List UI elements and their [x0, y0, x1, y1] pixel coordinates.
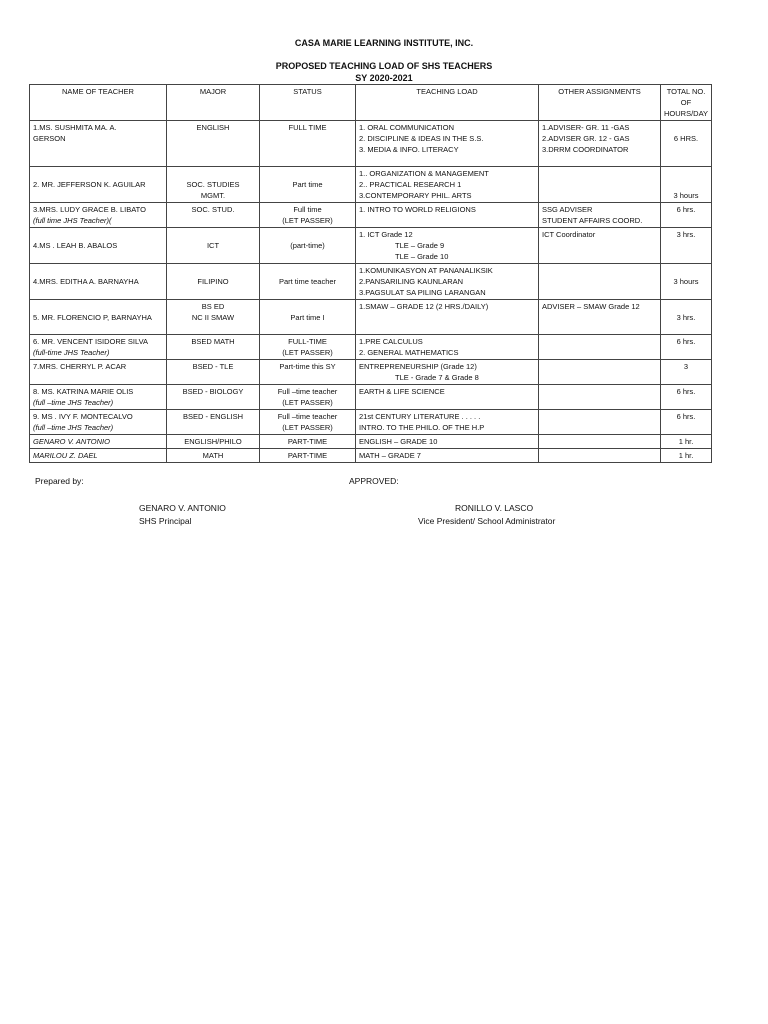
cell-line: [33, 301, 163, 312]
preparer-title: SHS Principal: [139, 516, 192, 526]
cell-name: [30, 360, 167, 385]
cell-line: 3.MRS. LUDY GRACE B. LIBATO: [33, 205, 146, 214]
cell-status: [260, 203, 356, 228]
cell-load: [356, 449, 539, 463]
prepared-by-label: Prepared by:: [35, 476, 84, 486]
cell-line: PART-TIME: [287, 451, 328, 460]
cell-hours: [661, 121, 712, 167]
cell-line: (full time JHS Teacher)(: [33, 216, 112, 225]
cell-line: MATH – GRADE 7: [359, 451, 421, 460]
cell-major: [167, 203, 260, 228]
cell-line: 3: [683, 362, 689, 371]
cell-load: [356, 203, 539, 228]
cell-line: [263, 168, 352, 179]
cell-line: SOC. STUD.: [191, 205, 235, 214]
cell-hours: [661, 435, 712, 449]
cell-line: 3.DRRM COORDINATOR: [542, 145, 629, 154]
cell-status: [260, 228, 356, 264]
cell-line: [664, 179, 708, 190]
cell-status: [260, 300, 356, 335]
cell-load: [356, 360, 539, 385]
cell-line: [542, 361, 657, 372]
cell-line: [170, 168, 256, 179]
cell-line: [542, 411, 657, 422]
cell-line: 1.KOMUNIKASYON AT PANANALIKSIK: [359, 266, 493, 275]
cell-name: [30, 167, 167, 203]
cell-major: [167, 335, 260, 360]
cell-line: (LET PASSER): [282, 423, 333, 432]
cell-line: 6. MR. VENCENT ISIDORE SILVA: [33, 337, 149, 346]
cell-line: 3 hours: [673, 191, 699, 200]
cell-line: ENTREPRENEURSHIP (Grade 12): [359, 362, 477, 371]
table-row: [30, 410, 712, 435]
cell-line: 3. MEDIA & INFO. LITERACY: [359, 145, 459, 154]
cell-status: [260, 360, 356, 385]
cell-line: 1 hr.: [678, 451, 694, 460]
cell-line: [664, 122, 708, 133]
approver-name: RONILLO V. LASCO: [455, 503, 534, 513]
cell-line: 1. ORAL COMMUNICATION: [359, 123, 455, 132]
cell-line: GERSON: [33, 134, 66, 143]
cell-line: STUDENT AFFAIRS COORD.: [542, 216, 643, 225]
cell-line: MGMT.: [200, 191, 226, 200]
cell-other: [539, 121, 661, 167]
cell-line: 6 HRS.: [673, 134, 699, 143]
institution-name: CASA MARIE LEARNING INSTITUTE, INC.: [294, 38, 474, 48]
cell-line: SSG ADVISER: [542, 205, 593, 214]
cell-name: [30, 300, 167, 335]
cell-line: BSED - BIOLOGY: [182, 387, 244, 396]
cell-name: [30, 449, 167, 463]
cell-line: Part time teacher: [278, 277, 337, 286]
cell-line: 1.ADVISER- GR. 11 -GAS: [542, 123, 630, 132]
document-title: PROPOSED TEACHING LOAD OF SHS TEACHERS: [275, 61, 493, 71]
cell-line: BSED - ENGLISH: [182, 412, 243, 421]
cell-line: Full time: [293, 205, 322, 214]
cell-hours: [661, 449, 712, 463]
col-header-name: NAME OF TEACHER: [30, 85, 167, 121]
cell-hours: [661, 167, 712, 203]
cell-name: [30, 335, 167, 360]
cell-line: BS ED: [201, 302, 225, 311]
cell-line: ENGLISH: [196, 123, 230, 132]
table-row: [30, 264, 712, 300]
cell-major: [167, 360, 260, 385]
cell-major: [167, 121, 260, 167]
cell-load: [356, 228, 539, 264]
cell-line: 1 hr.: [678, 437, 694, 446]
cell-line: (full-time JHS Teacher): [33, 348, 110, 357]
cell-line: [263, 265, 352, 276]
cell-line: 2.. PRACTICAL RESEARCH 1: [359, 180, 462, 189]
cell-line: [33, 229, 163, 240]
cell-line: 4.MRS. EDITHA A. BARNAYHA: [33, 277, 139, 286]
cell-line: 2. MR. JEFFERSON K. AGUILAR: [33, 180, 146, 189]
col-header-other: OTHER ASSIGNMENTS: [539, 85, 661, 121]
cell-line: 5. MR. FLORENCIO P, BARNAYHA: [33, 313, 152, 322]
cell-line: (LET PASSER): [282, 348, 333, 357]
cell-line: 8. MS. KATRINA MARIE OLIS: [33, 387, 134, 396]
cell-line: [542, 336, 657, 347]
cell-status: [260, 121, 356, 167]
cell-line: (part-time): [290, 241, 325, 250]
cell-line: SOC. STUDIES: [186, 180, 240, 189]
cell-major: [167, 228, 260, 264]
cell-line: [263, 301, 352, 312]
cell-name: [30, 435, 167, 449]
cell-status: [260, 435, 356, 449]
cell-hours: [661, 335, 712, 360]
cell-line: 3 hours: [673, 277, 699, 286]
cell-hours: [661, 360, 712, 385]
cell-major: [167, 167, 260, 203]
cell-other: [539, 167, 661, 203]
preparer-name: GENARO V. ANTONIO: [139, 503, 226, 513]
cell-name: [30, 410, 167, 435]
cell-line: ENGLISH – GRADE 10: [359, 437, 438, 446]
table-row: [30, 167, 712, 203]
cell-line: (LET PASSER): [282, 216, 333, 225]
col-header-hours: TOTAL NO. OF HOURS/DAY: [661, 85, 712, 121]
cell-line: [542, 436, 657, 447]
cell-name: [30, 228, 167, 264]
cell-other: [539, 360, 661, 385]
cell-load: [356, 435, 539, 449]
cell-other: [539, 264, 661, 300]
cell-line: (full –time JHS Teacher): [33, 398, 114, 407]
cell-line: (LET PASSER): [282, 398, 333, 407]
cell-line: INTRO. TO THE PHILO. OF THE H.P: [359, 423, 485, 432]
table-row: [30, 121, 712, 167]
cell-other: [539, 449, 661, 463]
table-row: [30, 300, 712, 335]
cell-line: 2.ADVISER GR. 12 - GAS: [542, 134, 630, 143]
cell-status: [260, 410, 356, 435]
approver-title: Vice President/ School Administrator: [418, 516, 556, 526]
table-row: [30, 435, 712, 449]
cell-line: 1.PRE CALCULUS: [359, 337, 423, 346]
cell-other: [539, 435, 661, 449]
cell-line: 9. MS . IVY F. MONTECALVO: [33, 412, 133, 421]
cell-line: 3 hrs.: [676, 230, 696, 239]
cell-hours: [661, 228, 712, 264]
cell-other: [539, 385, 661, 410]
cell-line: 3.CONTEMPORARY PHIL. ARTS: [359, 191, 472, 200]
cell-line: 2. DISCIPLINE & IDEAS IN THE S.S.: [359, 134, 484, 143]
col-header-load: TEACHING LOAD: [356, 85, 539, 121]
cell-line: Part-time this SY: [279, 362, 336, 371]
cell-name: [30, 203, 167, 228]
cell-name: [30, 121, 167, 167]
cell-line: [542, 386, 657, 397]
cell-line: MARILOU Z. DAEL: [33, 451, 98, 460]
approved-label: APPROVED:: [349, 476, 399, 486]
cell-status: [260, 167, 356, 203]
cell-line: Part time I: [290, 313, 325, 322]
cell-line: FULL-TIME: [288, 337, 327, 346]
cell-name: [30, 264, 167, 300]
cell-line: Full –time teacher: [277, 387, 338, 396]
cell-line: ADVISER – SMAW Grade 12: [542, 302, 640, 311]
cell-major: [167, 410, 260, 435]
cell-line: 3 hrs.: [676, 313, 696, 322]
cell-line: 7.MRS. CHERRYL P. ACAR: [33, 362, 127, 371]
cell-major: [167, 264, 260, 300]
cell-line: BSED MATH: [191, 337, 235, 346]
cell-load: [356, 121, 539, 167]
cell-line: 6 hrs.: [676, 205, 696, 214]
cell-hours: [661, 264, 712, 300]
cell-hours: [661, 410, 712, 435]
cell-load: [356, 264, 539, 300]
cell-line: TLE – Grade 9: [395, 241, 445, 250]
cell-other: [539, 335, 661, 360]
cell-load: [356, 300, 539, 335]
cell-hours: [661, 203, 712, 228]
cell-line: [542, 265, 657, 276]
cell-line: EARTH & LIFE SCIENCE: [359, 387, 445, 396]
cell-line: FULL TIME: [288, 123, 327, 132]
teaching-load-table: [29, 84, 712, 463]
col-header-status: STATUS: [260, 85, 356, 121]
cell-other: [539, 203, 661, 228]
cell-line: [263, 229, 352, 240]
cell-line: 6 hrs.: [676, 387, 696, 396]
cell-line: (full –time JHS Teacher): [33, 423, 114, 432]
cell-major: [167, 449, 260, 463]
table-row: [30, 385, 712, 410]
cell-line: BSED - TLE: [192, 362, 234, 371]
cell-line: 1. INTRO TO WORLD RELIGIONS: [359, 205, 476, 214]
cell-line: TLE - Grade 7 & Grade 8: [395, 373, 479, 382]
cell-other: [539, 228, 661, 264]
cell-status: [260, 335, 356, 360]
cell-line: PART-TIME: [287, 437, 328, 446]
cell-line: TLE – Grade 10: [395, 252, 449, 261]
cell-load: [356, 335, 539, 360]
cell-line: 4.MS . LEAH B. ABALOS: [33, 241, 118, 250]
cell-line: Full –time teacher: [277, 412, 338, 421]
cell-line: 1.MS. SUSHMITA MA. A.: [33, 123, 117, 132]
cell-line: GENARO V. ANTONIO: [33, 437, 110, 446]
cell-line: 2. GENERAL MATHEMATICS: [359, 348, 459, 357]
cell-line: 6 hrs.: [676, 412, 696, 421]
cell-line: FILIPINO: [197, 277, 229, 286]
cell-line: [170, 265, 256, 276]
cell-line: 21st CENTURY LITERATURE . . . . .: [359, 412, 481, 421]
cell-hours: [661, 300, 712, 335]
cell-major: [167, 300, 260, 335]
table-row: [30, 228, 712, 264]
cell-major: [167, 385, 260, 410]
cell-status: [260, 385, 356, 410]
cell-line: [542, 450, 657, 461]
cell-line: ENGLISH/PHILO: [184, 437, 242, 446]
cell-line: Part time: [292, 180, 323, 189]
cell-status: [260, 264, 356, 300]
cell-line: [33, 265, 163, 276]
cell-line: [664, 168, 708, 179]
cell-line: 1.. ORGANIZATION & MANAGEMENT: [359, 169, 489, 178]
cell-load: [356, 167, 539, 203]
cell-line: [170, 229, 256, 240]
cell-line: ICT Coordinator: [542, 230, 596, 239]
table-row: [30, 360, 712, 385]
school-year: SY 2020-2021: [355, 73, 413, 83]
cell-hours: [661, 385, 712, 410]
cell-line: [664, 301, 708, 312]
cell-load: [356, 410, 539, 435]
cell-name: [30, 385, 167, 410]
cell-line: 3.PAGSULAT SA PILING LARANGAN: [359, 288, 486, 297]
cell-line: MATH: [202, 451, 224, 460]
table-row: [30, 335, 712, 360]
cell-line: 2.PANSARILING KAUNLARAN: [359, 277, 464, 286]
cell-other: [539, 300, 661, 335]
cell-other: [539, 410, 661, 435]
table-row: [30, 203, 712, 228]
cell-line: ICT: [206, 241, 220, 250]
cell-line: 1. ICT Grade 12: [359, 230, 413, 239]
cell-line: NC II SMAW: [191, 313, 235, 322]
cell-line: [664, 265, 708, 276]
cell-line: 6 hrs.: [676, 337, 696, 346]
cell-line: [542, 168, 657, 179]
table-row: [30, 449, 712, 463]
cell-line: 1.SMAW – GRADE 12 (2 HRS./DAILY): [359, 302, 489, 311]
cell-major: [167, 435, 260, 449]
table-header-row: [30, 85, 712, 121]
col-header-major: MAJOR: [167, 85, 260, 121]
cell-line: [33, 168, 163, 179]
cell-status: [260, 449, 356, 463]
cell-load: [356, 385, 539, 410]
